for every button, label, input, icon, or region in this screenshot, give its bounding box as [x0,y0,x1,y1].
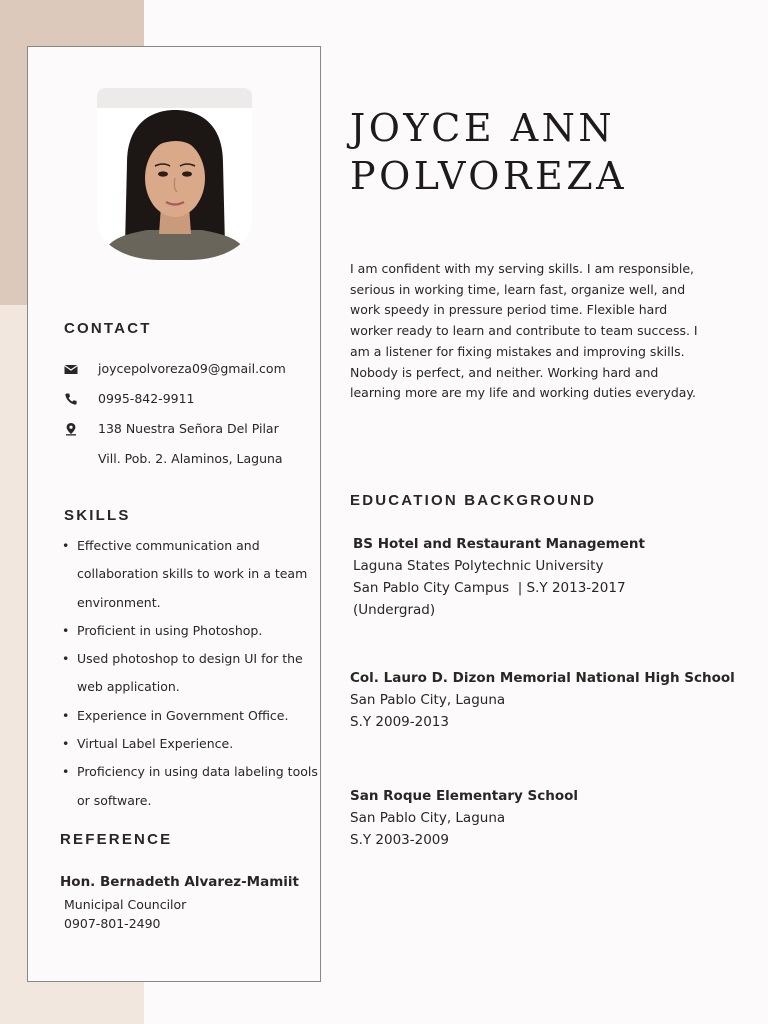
name-line1: JOYCE ANN [350,106,616,150]
education-institution: Laguna States Polytechnic University [353,558,604,574]
email-text: joycepolvoreza09@gmail.com [98,361,286,376]
education-years: S.Y 2009-2013 [350,714,449,730]
address-line2: Vill. Pob. 2. Alaminos, Laguna [98,451,283,466]
skill-item: • Experience in Government Office. [77,702,327,730]
profile-summary: I am confident with my serving skills. I am responsible, serious in working time, learn fast, organize well, and work speedy in pressure period time. Flexible hard worker ready to learn and contribute to team success. I am a listener for fixing mistakes and improving skills. Nobody is perfect, and neither. Working hard and learning more are my life and working duties everyday. [350,261,698,401]
contact-heading: CONTACT [64,320,152,337]
reference-name: Hon. Bernadeth Alvarez-Mamiit [60,874,299,890]
education-heading: EDUCATION BACKGROUND [350,492,597,509]
reference-role: Municipal Councilor [64,897,187,912]
education-location: San Pablo City, Laguna [350,810,506,826]
education-years: S.Y 2003-2009 [350,832,449,848]
profile-photo [97,88,252,260]
name-line2: POLVOREZA [350,154,628,198]
envelope-icon [64,362,78,376]
education-entry [350,785,578,851]
skill-item: • Virtual Label Experience. [77,730,327,758]
reference-phone: 0907-801-2490 [64,916,161,931]
reference-heading: REFERENCE [60,831,173,848]
phone-icon [64,392,78,406]
education-degree: BS Hotel and Restaurant Management [353,536,645,552]
address-line1: 138 Nuestra Señora Del Pilar [98,421,279,436]
skill-item: • Proficiency in using data labeling tools or software. [77,758,327,815]
skill-item: • Effective communication and collaboration skills to work in a team environment. [77,532,327,617]
education-status: (Undergrad) [353,602,436,618]
skill-item: • Proficient in using Photoshop. [77,617,327,645]
location-pin-icon [64,422,78,436]
education-campus-years: San Pablo City Campus | S.Y 2013-2017 [353,580,626,596]
education-entry [353,533,645,621]
skills-list [60,532,327,815]
education-entry [350,667,735,733]
candidate-name [350,104,627,200]
education-school: San Roque Elementary School [350,788,579,804]
education-school: Col. Lauro D. Dizon Memorial National High School [350,670,735,686]
phone-text: 0995-842-9911 [98,391,195,406]
education-location: San Pablo City, Laguna [350,692,506,708]
skill-item: • Used photoshop to design UI for the web application. [77,645,327,702]
skills-heading: SKILLS [64,507,131,524]
